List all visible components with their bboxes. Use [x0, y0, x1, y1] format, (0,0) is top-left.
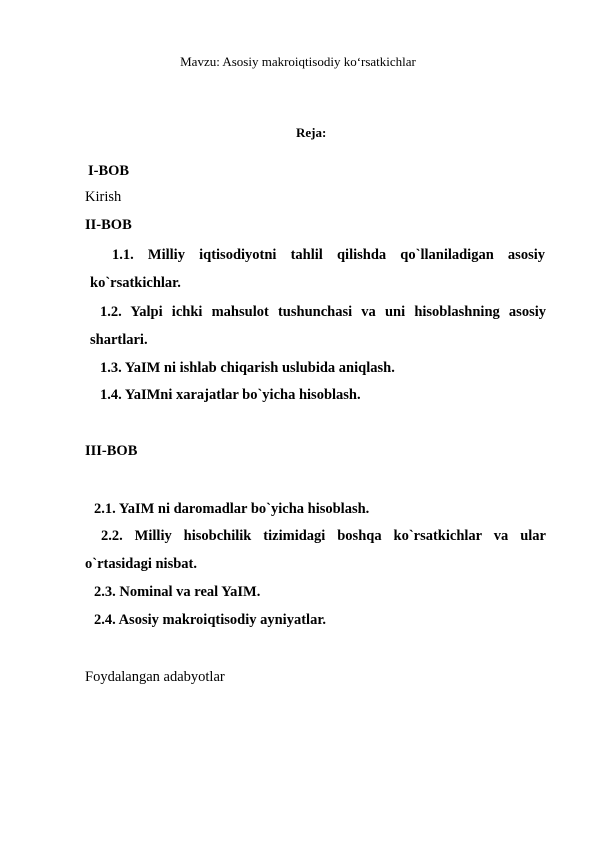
- section-1-2-line2: shartlari.: [90, 332, 148, 348]
- section-1-3: 1.3. YaIM ni ishlab chiqarish uslubida aniqlash.: [100, 360, 395, 376]
- section-2-2-line1: 2.2. Milliy hisobchilik tizimidagi boshqa ko`rsatkichlar va ular: [101, 528, 546, 544]
- plan-title: Reja:: [296, 125, 327, 140]
- section-1-1-line1: 1.1. Milliy iqtisodiyotni tahlil qilishda qo`llaniladigan asosiy: [112, 247, 545, 263]
- references-entry: Foydalangan adabyotlar: [85, 669, 225, 685]
- topic-heading: Mavzu: Asosiy makroiqtisodiy ko‘rsatkichlar: [180, 54, 416, 69]
- section-2-3: 2.3. Nominal va real YaIM.: [94, 584, 261, 600]
- section-2-4: 2.4. Asosiy makroiqtisodiy ayniyatlar.: [94, 612, 327, 628]
- intro-entry: Kirish: [85, 189, 122, 205]
- section-2-1: 2.1. YaIM ni daromadlar bo`yicha hisoblash.: [94, 501, 370, 517]
- section-1-1-line2: ko`rsatkichlar.: [90, 275, 181, 291]
- chapter-1-heading: I-BOB: [88, 163, 130, 179]
- chapter-3-heading: III-BOB: [85, 443, 138, 459]
- section-2-2-line2: o`rtasidagi nisbat.: [85, 556, 197, 572]
- section-1-2-line1: 1.2. Yalpi ichki mahsulot tushunchasi va uni hisoblashning asosiy: [100, 304, 546, 320]
- section-1-4: 1.4. YaIMni xarajatlar bo`yicha hisoblash.: [100, 387, 361, 403]
- chapter-2-heading: II-BOB: [85, 217, 132, 233]
